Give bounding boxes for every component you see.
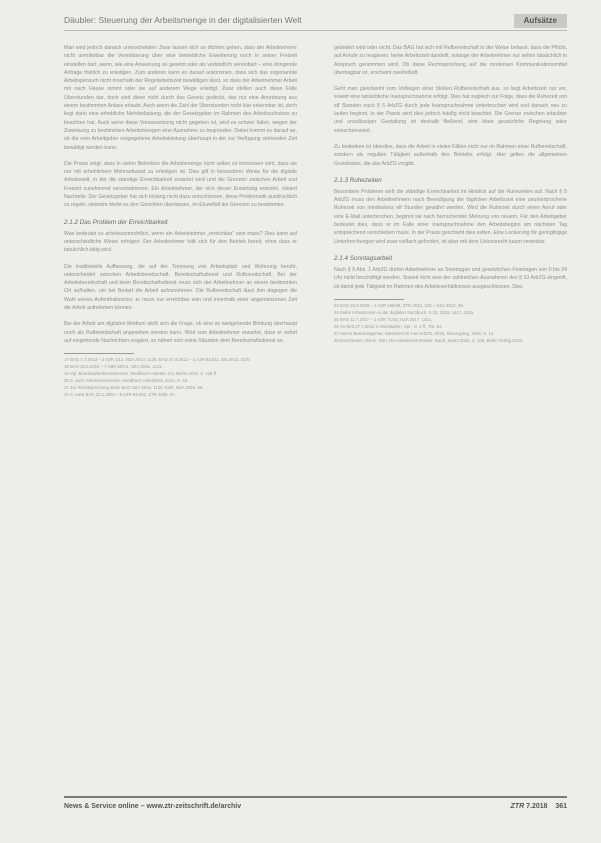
section-heading: 2.1.4 Sonntagsarbeit — [334, 254, 393, 262]
footer-journal: ZTR — [510, 803, 525, 810]
footnote: 26 So Bett 27.7.2016 in Wiesbaden, Spr., S. 4 ff., Rn. 64. — [334, 323, 443, 329]
footer-issue-info — [511, 803, 567, 810]
paragraph: geändert wird oder nicht. Das BAG hat sich mit Rufbereitschaft in der Weise befasst, dass die Pflicht, auf Anrufe zu reagieren, keine Arbeitszeit darstellt, solange der Arbeitnehmer nur selten tatsächlich in Anspruch genommen wird. Ob diese Rechtsprechung auf die modernen Kommunikationsmittel übertragbar ist, erscheint zweifelhaft. — [334, 45, 567, 76]
left-column — [64, 44, 297, 774]
footnote: 19 Vgl. Bundesarbeitsministerium, Weißbuch Arbeiten 4.0, Berlin 2016, S. 118 ff. — [64, 371, 218, 377]
footnote: 24 Siehe Arbeitszeiten in der digitalen Sachbuch, S.23, 2015, 1417, 1425. — [334, 309, 475, 315]
right-column — [334, 44, 567, 774]
page-footer — [64, 796, 567, 816]
footnote: 25 BAG 11.7.2017 – 1 AZR 71/15; NZA 2017, 1401. — [334, 316, 433, 322]
paragraph: Die Praxis zeigt, dass in vielen Betrieben die Arbeitsmenge nicht selten so bemessen wird, dass sie nur mit erheblichem Mehraufwand zu erledigen ist. Dies gilt in besonderer Weise für die digitale Arbeitswelt, in der die ständige Erreichbarkeit erwartet wird und die Grenzen zwischen Arbeit und Freizeit zunehmend verschwimmen. Ein Arbeitnehmer, der sich dieser Erwartung entzieht, riskiert Nachteile. Der Gesetzgeber hat sich bislang nicht dazu entschlossen, diese Problematik ausdrücklich zu regeln; vielmehr bleibt es den Gerichten überlassen, im Einzelfall die Grenzen zu bestimmen. — [64, 160, 297, 209]
footnote-rule — [64, 353, 134, 354]
paragraph: Zu bedenken ist überdies, dass die Arbeit in vielen Fällen nicht nur im Rahmen einer Rufbereitschaft, sondern als reguläre Tätigkeit außerhalb des Betriebs erfolgt. Hier gelten die allgemeinen Grundsätze, die das ArbZG vorgibt. — [334, 143, 567, 167]
footnote: 27 Hierzu Bundesagentur, Datenbericht zum ArbZG, 2016, Sitzungstag, 2016, S. 12. — [334, 330, 495, 336]
footnote-rule — [334, 299, 404, 300]
footer-archive-link[interactable]: News & Service online – www.ztr-zeitschrift.de/archiv — [64, 803, 242, 810]
footer-issue: 7.2018 — [526, 803, 548, 810]
paragraph: Man wird jedoch danach unterscheiden: Zwar lassen sich so dichten gehen, dass der Arbeitnehmer nicht unmittelbar die Vereinbarung über eine betriebliche Erweiterung noch in seiner Freizeit einstellen darf, wenn, wie eine Anweisung so gesetzt oder als verbindlich vereinbart – eine dringende Anfrage fristlich zu erledigen. Zum anderen kann es darauf ankommen, dass sich das sogenannte Arbeitspensum nicht innerhalb der Regelarbeitszeit bewältigen lässt, so dass der Arbeitnehmer Arbeit mit nach Hause nimmt oder sie auf anderem Wege erledigt. Zwar stellen auch diese Fälle Überstunden dar, doch sind diese nicht durch das Gesetz gedeckt, das nur eine Anordnung aus einem bestimmten Anlass erlaubt. Auch wenn die Zahl der Überstunden nicht klar erkennbar ist, doch liegt darin eine erhebliche Mehrbelastung, die der Gesetzgeber im Rahmen des Arbeitsschutzes zu beachten hat. Auch wenn diese Voraussetzung nicht gegeben ist, wird es schwer fallen, wegen der Zuweisung zu bestimmten Arbeitsmengen eine Ausnahme zu begründen. Dabei kommt es darauf an, ob die vom Arbeitgeber vorgegebene Arbeitsleistung überhaupt in der zur Verfügung stehenden Zeit bewältigt werden kann. — [64, 45, 297, 151]
paragraph: Besondere Probleme wirft die ständige Erreichbarkeit im Hinblick auf die Ruhezeiten auf. Nach § 5 ArbZG muss den Arbeitnehmern nach Beendigung der täglichen Arbeitszeit eine ununterbrochene Ruhezeit von mindestens elf Stunden gewährt werden. Wird die Ruhezeit durch einen Anruf oder eine E-Mail unterbrochen, beginnt sie nach herrschender Meinung von neuem. Für den Arbeitgeber bedeutet dies, dass er im Falle einer Inanspruchnahme den Arbeitsbeginn am nächsten Tag entsprechend verschieben muss. In der Praxis geschieht dies selten. Eine Lockerung für geringfügige Unterbrechungen wird zwar vielfach gefordert, ist aber mit dem Unionsrecht kaum vereinbar. — [334, 188, 567, 245]
running-header — [64, 14, 567, 31]
footnote: 23 BAG 20.8.2009 – 2 AZR 165/08, ZTR 2010, 329 = NZA 2010, 69. — [334, 302, 464, 308]
footnote: 21 Zur Rechtsprechung siehe BAG NZA 2016, 1125; Kolb, NZA 2016, 66. — [64, 385, 204, 391]
paragraph: Was bedeutet es arbeitszeitrechtlich, wenn ein Arbeitnehmer „erreichbar“ sein muss? Dies kann auf unterschiedliche Weise erfolgen: Der Arbeitnehmer hält sich für den Betrieb bereit, ohne dass er tatsächlich tätig wird. — [64, 230, 297, 254]
page-number: 361 — [555, 803, 567, 810]
paragraph: Nach § 9 Abs. 1 ArbZG dürfen Arbeitnehmer an Sonntagen und gesetzlichen Feiertagen von 0 bis 24 Uhr nicht beschäftigt werden. Soweit nicht eine der zahlreichen Ausnahmen des § 10 ArbZG eingreift, ist damit jede Tätigkeit im Rahmen des Arbeitsverhältnisses ausgeschlossen. Dies — [334, 266, 567, 290]
paragraph: Bei der Arbeit am digitalen Medium stellt sich die Frage, ob eine so weitgehende Bindung überhaupt noch als Rufbereitschaft angesehen werden kann. Wird vom Arbeitnehmer erwartet, dass er sofort auf eingehende Nachrichten reagiert, so nähert sich seine Situation dem Bereitschaftsdienst an. — [64, 321, 297, 344]
footnote: 22 S. etwa BAG 22.1.2004 – 6 AZR 544/02, ZTR 2005, 97. — [64, 392, 176, 398]
footnote: 17 BAG 4.7.2013 – 2 AZR 1/12, NZA 2013, 1130; BAG 27.9.2012 – 2 AZR 813/11, DB 2013, 1175. — [64, 357, 251, 363]
section-heading: 2.1.3 Ruhezeiten — [334, 176, 382, 184]
paragraph: Geht man gleichwohl vom Vorliegen einer bloßen Rufbereitschaft aus, so liegt Arbeitszeit nur vor, soweit eine tatsächliche Inanspruchnahme erfolgt. Dies hat zugleich zur Folge, dass die Ruhezeit von elf Stunden nach § 5 ArbZG durch jede Inanspruchnahme unterbrochen wird und danach neu zu laufen beginnt. In der Praxis wird dies jedoch häufig nicht beachtet. Die Grenze zwischen erlaubter und unzulässiger Gestaltung ist deshalb fließend; eine klare gesetzliche Regelung wäre wünschenswert. — [334, 86, 567, 134]
section-heading: 2.1.2 Das Problem der Erreichbarkeit — [64, 218, 168, 226]
paragraph: Die traditionelle Auffassung, die auf der Trennung von Arbeitsplatz und Wohnung beruht, unterscheidet zwischen Arbeitsbereitschaft, Bereitschaftsdienst und Rufbereitschaft. Bei der Arbeitsbereitschaft und beim Bereitschaftsdienst muss sich der Arbeitnehmer an einem bestimmten Ort aufhalten, um bei Bedarf die Arbeit aufzunehmen. Die Rufbereitschaft lässt ihm dagegen die Wahl seines Aufenthaltsortes; er muss nur erreichbar sein und innerhalb einer angemessenen Zeit die Arbeit aufnehmen können. — [64, 263, 297, 312]
running-header-title: Däubler: Steuerung der Arbeitsmenge in der digitalisierten Welt — [64, 15, 302, 25]
footnote: 28 Buschmann, Nachr. Gerl, Der Arbeitszeit-Monitor, Band, Stand 2016, S. 105, Berlin Verlag 2016. — [334, 337, 523, 343]
footnote: 18 BAG 25.5.2016 – 7 ABR 60/14, NZA 2016, 1131. — [64, 364, 163, 370]
footnote: 20 S. auch Arbeitszeitmonitor, Handbuch Arbeitszeit, 2016, S. 45. — [64, 378, 189, 384]
section-badge: Aufsätze — [514, 14, 567, 28]
